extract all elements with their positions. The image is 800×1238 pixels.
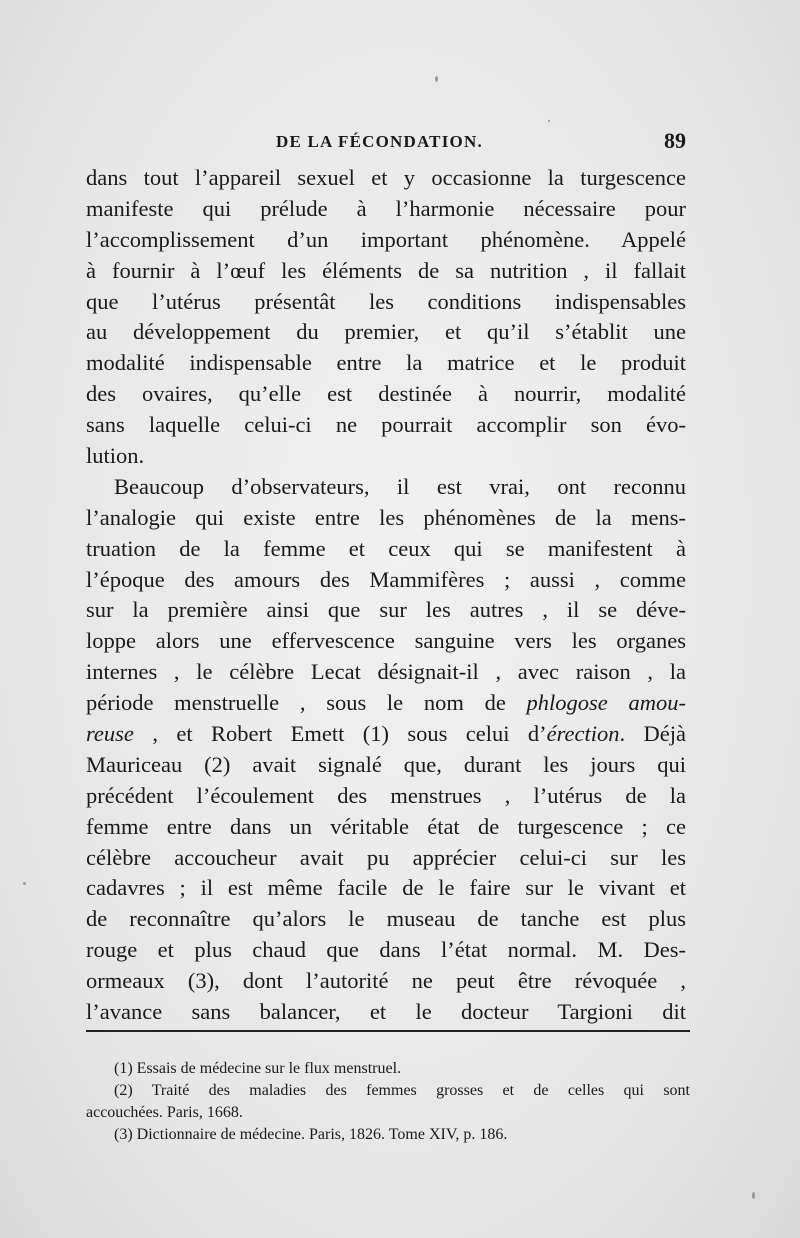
footnote-divider: [86, 1030, 690, 1032]
text-line: [86, 719, 686, 750]
text-line: loppe alors une effervescence sanguine vers les organes: [86, 628, 686, 654]
text-line: l’époque des amours des Mammifères ; aussi , comme: [86, 566, 686, 592]
italic-term: reuse: [86, 721, 134, 747]
text-line: célèbre accoucheur avait pu apprécier celui-ci sur les: [86, 844, 686, 870]
text-line: femme entre dans un véritable état de turgescence ; ce: [86, 813, 686, 839]
page-number: 89: [664, 128, 686, 153]
text-segment: , et Robert Emett (1) sous celui d’: [152, 721, 547, 747]
footnotes: [86, 1058, 690, 1146]
italic-term: phlogose amou-: [526, 690, 686, 716]
text-line: sur la première ainsi que sur les autres , il se déve-: [86, 597, 686, 623]
text-line: l’analogie qui existe entre les phénomènes de la mens-: [86, 504, 686, 530]
text-line: cadavres ; il est même facile de le faire sur le vivant et: [86, 875, 686, 901]
text-line: précédent l’écoulement des menstrues , l’utérus de la: [86, 782, 686, 808]
text-line: l’avance sans balancer, et le docteur Targioni dit: [86, 999, 686, 1025]
running-title: DE LA FÉCONDATION.: [276, 132, 483, 151]
footnote: (2) Traité des maladies des femmes grosses et de celles qui sont: [114, 1082, 690, 1099]
text-line: manifeste qui prélude à l’harmonie nécessaire pour: [86, 195, 686, 221]
paper-speck: [548, 120, 550, 122]
text-line: modalité indispensable entre la matrice et le produit: [86, 350, 686, 376]
italic-term: érection: [546, 721, 620, 747]
text-segment: . Déjà: [619, 721, 687, 747]
text-line: rouge et plus chaud que dans l’état normal. M. Des-: [86, 937, 686, 963]
text-line: sans laquelle celui-ci ne pourrait accomplir son évo-: [86, 412, 686, 438]
text-line: internes , le célèbre Lecat désignait-il , avec raison , la: [86, 659, 686, 685]
footnote-continuation: accouchées. Paris, 1668.: [86, 1104, 243, 1121]
text-line: truation de la femme et ceux qui se manifestent à: [86, 535, 686, 561]
paper-speck: [752, 1192, 755, 1199]
text-line: Mauriceau (2) avait signalé que, durant les jours qui: [86, 751, 686, 777]
body-text: [86, 163, 686, 1028]
text-line: lution.: [86, 443, 145, 469]
text-line: au développement du premier, et qu’il s’établit une: [86, 319, 686, 345]
page-header: [86, 128, 686, 158]
text-line: des ovaires, qu’elle est destinée à nourrir, modalité: [86, 381, 686, 407]
text-line: dans tout l’appareil sexuel et y occasionne la turgescence: [86, 165, 686, 190]
text-line: que l’utérus présentât les conditions indispensables: [86, 288, 686, 314]
text-line: de reconnaître qu’alors le museau de tanche est plus: [86, 906, 686, 932]
text-segment: période menstruelle , sous le nom de: [86, 690, 506, 716]
text-line: [86, 688, 686, 719]
text-line: Beaucoup d’observateurs, il est vrai, ont reconnu: [114, 473, 686, 499]
paper-speck: [435, 76, 438, 82]
text-line: ormeaux (3), dont l’autorité ne peut être révoquée ,: [86, 968, 686, 994]
text-line: à fournir à l’œuf les éléments de sa nutrition , il fallait: [86, 257, 686, 283]
footnote: (3) Dictionnaire de médecine. Paris, 1826. Tome XIV, p. 186.: [114, 1126, 508, 1143]
text-line: l’accomplissement d’un important phénomène. Appelé: [86, 226, 686, 252]
paper-speck: [23, 882, 26, 885]
footnote: (1) Essais de médecine sur le flux menstruel.: [114, 1060, 402, 1077]
